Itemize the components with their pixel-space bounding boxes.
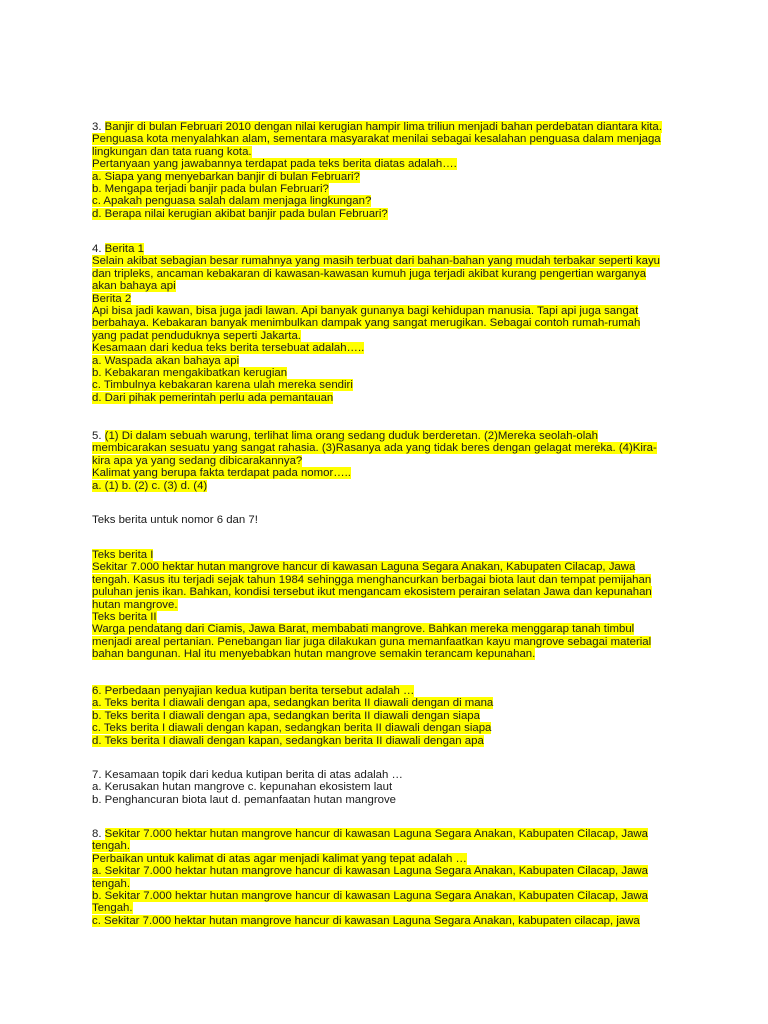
q4-line-7	[92, 317, 682, 329]
intro-6-7-text: Teks berita untuk nomor 6 dan 7!	[92, 514, 258, 526]
q6-option-b	[92, 710, 682, 722]
teks-berita-1-line-1	[92, 561, 682, 573]
q4-text: Selain akibat sebagian besar rumahnya yang masih terbuat dari bahan-bahan yang mudah terbakar seperti kayu	[92, 255, 660, 268]
q8-option-b-text: Tengah.	[92, 902, 133, 915]
q3-option-b	[92, 183, 682, 195]
q4-line-6	[92, 305, 682, 317]
teks-berita-1-line-3	[92, 586, 682, 598]
teks-berita-2-heading-text: Teks berita II	[92, 611, 157, 624]
teks-berita-1-heading	[92, 549, 682, 561]
q8-option-a-cont	[92, 878, 682, 890]
q8-option-a-text: tengah.	[92, 877, 131, 890]
q4-text: akan bahaya api	[92, 280, 176, 293]
q5-line-2	[92, 442, 682, 454]
q4-text: Api bisa jadi kawan, bisa juga jadi lawan. Api banyak gunanya bagi kehidupan manusia. Tapi api juga sangat	[92, 305, 639, 318]
q3-option-a-text: a. Siapa yang menyebarkan banjir di bulan Februari?	[92, 170, 360, 183]
q4-line-1	[92, 243, 682, 255]
q5-options	[92, 480, 682, 492]
q6-option-a-text: a. Teks berita I diawali dengan apa, sedangkan berita II diawali dengan di mana	[92, 697, 494, 710]
q8-option-a-text: a. Sekitar 7.000 hektar hutan mangrove hancur di kawasan Laguna Segara Anakan, Kabupaten Cilacap, Jawa	[92, 865, 648, 878]
q6-option-a	[92, 697, 682, 709]
question-6	[92, 685, 682, 747]
q3-line-3	[92, 146, 682, 158]
teks-berita-2-text: Warga pendatang dari Ciamis, Jawa Barat, membabati mangrove. Bahkan mereka menggarap tanah timbul	[92, 623, 635, 636]
teks-berita-1-heading-text: Teks berita I	[92, 549, 154, 561]
q6-option-c	[92, 722, 682, 734]
teks-berita-2-heading	[92, 611, 682, 623]
q8-question-text: Perbaikan untuk kalimat di atas agar menjadi kalimat yang tepat adalah …	[92, 852, 467, 865]
q3-option-b-text: b. Mengapa terjadi banjir pada bulan Februari?	[92, 183, 329, 196]
q3-line-2	[92, 133, 682, 145]
q8-line-1	[92, 828, 682, 840]
question-3	[92, 121, 682, 220]
q4-number: 4.	[92, 243, 105, 255]
teks-berita-1-line-4	[92, 599, 682, 611]
q8-sentence: Sekitar 7.000 hektar hutan mangrove hancur di kawasan Laguna Segara Anakan, Kabupaten Cilacap, Jawa	[104, 828, 648, 840]
q8-number: 8.	[92, 828, 105, 840]
teks-berita-1-text: tengah. Kasus itu terjadi sejak tahun 1984 sehingga menghancurkan berbagai biota laut dan tempat pemijahan	[92, 573, 652, 586]
question-7	[92, 769, 682, 806]
q7-options-b-d: b. Penghancuran biota laut d. pemanfaatan hutan mangrove	[92, 793, 396, 806]
q8-line-2	[92, 840, 682, 852]
q4-option-c	[92, 379, 682, 391]
q5-line-1	[92, 430, 682, 442]
teks-berita-2-line-2	[92, 636, 682, 648]
q6-option-b-text: b. Teks berita I diawali dengan apa, sedangkan berita II diawali dengan siapa	[92, 709, 480, 722]
q4-text: dan tripleks, ancaman kebakaran di kawasan-kawasan kumuh juga terjadi akibat kurang pengertian warganya	[92, 267, 647, 280]
q5-text: kira apa ya yang sedang dibicarakannya?	[92, 454, 303, 467]
q4-option-d-text: d. Dari pihak pemerintah perlu ada pemantauan	[92, 391, 334, 404]
teks-berita-2-text: menjadi areal pertanian. Penebangan liar juga dilakukan guna memanfaatkan kayu mangrove sebagai material	[92, 635, 652, 648]
q8-option-b	[92, 890, 682, 902]
q5-options-text: a. (1) b. (2) c. (3) d. (4)	[92, 479, 208, 492]
q3-option-d-text: d. Berapa nilai kerugian akibat banjir pada bulan Februari?	[92, 207, 388, 220]
q6-question-text: 6. Perbedaan penyajian kedua kutipan berita tersebut adalah …	[92, 685, 415, 697]
teks-berita-1-text: Sekitar 7.000 hektar hutan mangrove hancur di kawasan Laguna Segara Anakan, Kabupaten Cilacap, Jawa	[92, 561, 636, 574]
q4-line-3	[92, 268, 682, 280]
teks-berita-2-line-1	[92, 623, 682, 635]
q8-sentence: tengah.	[92, 840, 131, 853]
teks-berita-1-line-2	[92, 574, 682, 586]
q8-option-c	[92, 915, 682, 927]
q4-question-text: Kesamaan dari kedua teks berita tersebuat adalah…..	[92, 342, 365, 355]
q4-text: yang padat penduduknya seperti Jakarta.	[92, 329, 301, 342]
q5-text: (1) Di dalam sebuah warung, terlihat lima orang sedang duduk berderetan. (2)Mereka seolah-olah	[104, 430, 598, 442]
q4-berita-1-heading: Berita 1	[104, 243, 144, 255]
q6-option-c-text: c. Teks berita I diawali dengan kapan, sedangkan berita II diawali dengan siapa	[92, 722, 492, 735]
q8-option-a	[92, 865, 682, 877]
q3-question-text: Pertanyaan yang jawabannya terdapat pada teks berita diatas adalah….	[92, 158, 457, 171]
teks-berita-2-line-3	[92, 648, 682, 660]
q4-text: berbahaya. Kebakaran banyak menimbulkan dampak yang sangat merugikan. Sebagai contoh rumah-rumah	[92, 317, 641, 330]
q4-option-c-text: c. Timbulnya kebakaran karena ulah mereka sendiri	[92, 379, 353, 392]
q5-question-text: Kalimat yang berupa fakta terdapat pada nomor…..	[92, 467, 351, 480]
q8-option-c-text: c. Sekitar 7.000 hektar hutan mangrove hancur di kawasan Laguna Segara Anakan, kabupaten cilacap, jawa	[92, 914, 640, 927]
question-8	[92, 828, 682, 927]
q3-option-c-text: c. Apakah penguasa salah dalam menjaga lingkungan?	[92, 195, 372, 208]
q8-question	[92, 853, 682, 865]
q3-option-c	[92, 195, 682, 207]
intro-6-7	[92, 514, 682, 526]
question-4	[92, 243, 682, 404]
q4-question	[92, 342, 682, 354]
question-5	[92, 430, 682, 492]
teks-berita-2-text: bahan bangunan. Hal itu menyebabkan hutan mangrove semakin terancam kepunahan.	[92, 648, 536, 661]
q3-option-a	[92, 171, 682, 183]
q6-option-d	[92, 735, 682, 747]
q8-option-b-text: b. Sekitar 7.000 hektar hutan mangrove hancur di kawasan Laguna Segara Anakan, Kabupaten Cilacap, Jawa	[92, 890, 648, 903]
q3-option-d	[92, 208, 682, 220]
q3-line-1	[92, 121, 682, 133]
q7-question: 7. Kesamaan topik dari kedua kutipan berita di atas adalah …	[92, 769, 403, 781]
q3-text: lingkungan dan tata ruang kota.	[92, 145, 252, 158]
teks-berita-1-text: puluhan jenis ikan. Bahkan, kondisi tersebut ikut mengancam ekosistem perairan selatan Jawa dan kepunahan	[92, 586, 652, 599]
q6-option-d-text: d. Teks berita I diawali dengan kapan, sedangkan berita II diawali dengan apa	[92, 734, 484, 747]
q4-line-8	[92, 330, 682, 342]
news-texts-6-7	[92, 549, 682, 661]
q5-line-3	[92, 455, 682, 467]
q4-option-a-text: a. Waspada akan bahaya api	[92, 354, 240, 367]
q3-question	[92, 158, 682, 170]
q7-options-a-c: a. Kerusakan hutan mangrove c. kepunahan ekosistem laut	[92, 781, 393, 794]
q6-question	[92, 685, 682, 697]
q5-question	[92, 467, 682, 479]
q5-number: 5.	[92, 430, 105, 442]
q4-berita-2-heading: Berita 2	[92, 292, 132, 305]
q3-text: Banjir di bulan Februari 2010 dengan nilai kerugian hampir lima triliun menjadi bahan perdebatan diantara kita.	[104, 121, 662, 133]
q4-line-2	[92, 255, 682, 267]
q8-option-b-cont	[92, 902, 682, 914]
teks-berita-1-text: hutan mangrove.	[92, 598, 178, 611]
q3-number: 3.	[92, 121, 105, 133]
q4-line-4	[92, 280, 682, 292]
q4-option-b-text: b. Kebakaran mengakibatkan kerugian	[92, 367, 288, 380]
q5-text: membicarakan sesuatu yang sangat rahasia. (3)Rasanya ada yang tidak beres dengan gelagat mereka. (4)Kira-	[92, 442, 657, 455]
q4-option-a	[92, 355, 682, 367]
q3-text: Penguasa kota menyalahkan alam, sementara masyarakat menilai sebagai kesalahan penguasa dalam menjaga	[92, 133, 661, 146]
q4-line-5	[92, 293, 682, 305]
q4-option-d	[92, 392, 682, 404]
q4-option-b	[92, 367, 682, 379]
